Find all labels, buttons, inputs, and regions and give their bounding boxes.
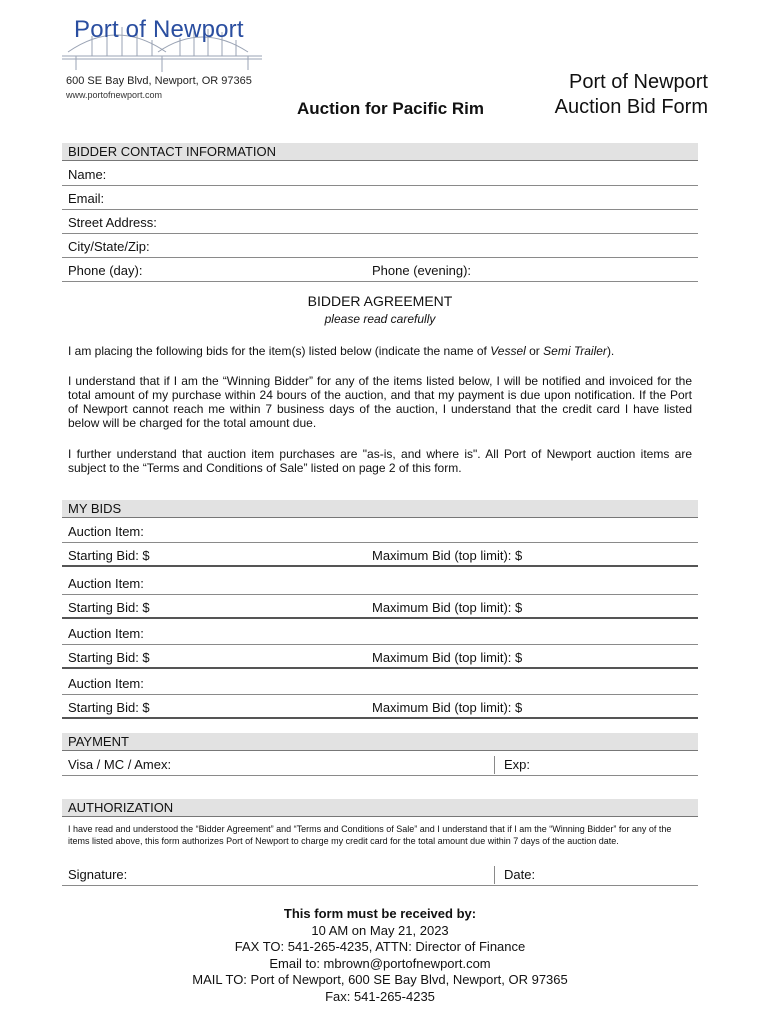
footer-heading: This form must be received by:	[283, 906, 477, 921]
email-label: Email:	[68, 191, 105, 206]
intro-trailer: Semi Trailer	[543, 344, 607, 358]
bid-row-2[interactable]	[62, 595, 698, 619]
logo-text: Port of Newport	[74, 16, 244, 43]
starting-bid-label: Starting Bid: $	[68, 650, 150, 665]
intro-vessel: Vessel	[490, 344, 526, 358]
form-title-line1: Port of Newport	[569, 71, 708, 93]
agreement-title: BIDDER AGREEMENT	[307, 293, 453, 309]
max-bid-label: Maximum Bid (top limit): $	[372, 600, 523, 615]
agreement-subtitle: please read carefully	[324, 312, 436, 326]
max-bid-label: Maximum Bid (top limit): $	[372, 700, 523, 715]
starting-bid-label: Starting Bid: $	[68, 548, 150, 563]
phone-evening-label: Phone (evening):	[372, 263, 472, 278]
authorization-text: I have read and understood the “Bidder Agreement” and “Terms and Conditions of Sale” and I understand that if I am the “Winning Bidder” for any of the items listed above, this form authorizes Port of Newport to charge my credit card for the total amount due within 7 days of the auction date.	[68, 824, 672, 846]
auction-item-field-1[interactable]	[62, 519, 698, 543]
bid-row-1[interactable]	[62, 543, 698, 567]
auction-item-field-3[interactable]	[62, 621, 698, 645]
footer-deadline: 10 AM on May 21, 2023	[311, 923, 449, 938]
intro-or: or	[525, 344, 544, 358]
auction-item-field-4[interactable]	[62, 671, 698, 695]
city-label: City/State/Zip:	[68, 239, 150, 254]
footer-fax-to: FAX TO: 541-265-4235, ATTN: Director of Finance	[234, 939, 526, 954]
footer-fax: Fax: 541-265-4235	[325, 989, 435, 1004]
street-address-field[interactable]	[62, 210, 698, 234]
auction-item-label: Auction Item:	[68, 524, 144, 539]
max-bid-label: Maximum Bid (top limit): $	[372, 650, 523, 665]
footer-email-to: Email to: mbrown@portofnewport.com	[269, 956, 491, 971]
date-label: Date:	[504, 867, 536, 882]
exp-label: Exp:	[504, 757, 531, 772]
email-field[interactable]	[62, 186, 698, 210]
auction-item-label: Auction Item:	[68, 626, 144, 641]
bid-row-4[interactable]	[62, 695, 698, 719]
auction-title: Auction for Pacific Rim	[297, 99, 485, 118]
auction-item-label: Auction Item:	[68, 676, 144, 691]
form-title-line2: Auction Bid Form	[554, 96, 708, 118]
signature-label: Signature:	[68, 867, 128, 882]
authorization-section-header: AUTHORIZATION	[62, 799, 698, 817]
auction-item-label: Auction Item:	[68, 576, 144, 591]
card-row[interactable]	[62, 752, 698, 776]
website-link[interactable]: www.portofnewport.com	[66, 90, 163, 100]
phone-row[interactable]	[62, 258, 698, 282]
city-state-zip-field[interactable]	[62, 234, 698, 258]
port-logo	[62, 12, 262, 74]
card-divider	[494, 756, 495, 774]
contact-section-header: BIDDER CONTACT INFORMATION	[62, 143, 698, 161]
payment-section-header: PAYMENT	[62, 733, 698, 751]
name-field[interactable]	[62, 162, 698, 186]
auction-item-field-2[interactable]	[62, 571, 698, 595]
agreement-paragraph-1: I understand that if I am the “Winning Bidder” for any of the items listed below, I will be notified and invoiced for the total amount of my purchase within 24 bours of the auction, and that my payment is due upon notification. If the Port of Newport cannot reach me within 7 business days of the auction, I understand that the credit card I have listed below will be charged for the total amount due.	[68, 374, 692, 430]
agreement-paragraph-2: I further understand that auction item purchases are "as-is, and where is". All Port of Newport auction items are subject to the “Terms and Conditions of Sale” listed on page 2 of this form.	[68, 447, 692, 475]
name-label: Name:	[68, 167, 107, 182]
phone-day-label: Phone (day):	[68, 263, 143, 278]
max-bid-label: Maximum Bid (top limit): $	[372, 548, 523, 563]
card-number-label: Visa / MC / Amex:	[68, 757, 172, 772]
agreement-intro	[68, 344, 692, 358]
street-label: Street Address:	[68, 215, 157, 230]
bids-section-header: MY BIDS	[62, 500, 698, 518]
bid-row-3[interactable]	[62, 645, 698, 669]
intro-suffix: ).	[606, 344, 615, 358]
signature-divider	[494, 866, 495, 884]
starting-bid-label: Starting Bid: $	[68, 600, 150, 615]
intro-prefix: I am placing the following bids for the item(s) listed below (indicate the name of	[68, 344, 491, 358]
address: 600 SE Bay Blvd, Newport, OR 97365	[66, 75, 252, 87]
footer-mail-to: MAIL TO: Port of Newport, 600 SE Bay Blvd, Newport, OR 97365	[192, 972, 568, 987]
starting-bid-label: Starting Bid: $	[68, 700, 150, 715]
form-title	[555, 70, 708, 120]
signature-row[interactable]	[62, 862, 698, 886]
